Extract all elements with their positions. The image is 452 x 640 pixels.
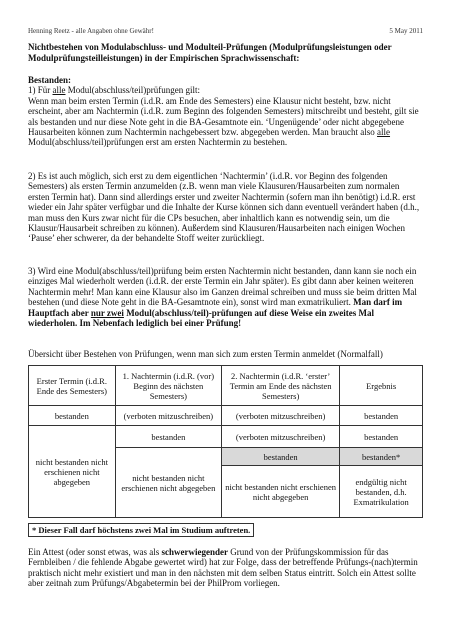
exam-overview-table [28, 365, 423, 518]
table-cell: (verboten mitzuschreiben) [115, 406, 221, 426]
p1-lead-rest: Modul(abschluss/teil)prüfungen gilt: [65, 85, 200, 96]
table-row [29, 426, 423, 448]
paragraph-2: 2) Es ist auch möglich, sich erst zu dem eigentlichen ‘Nachtermin’ (i.d.R. vor Beginn des folgenden Semesters) als ersten Termin anzumelden (z.B. wenn man viele Klausuren/Hausarbeiten zum normalen ersten Termin hat). Dann sind allerdings erster und zweiter Nachtermin (sofern man ihn benötigt) i.d.R. erst wieder ein Jahr später verfügbar und die Inhalte der Kurse können sich dann eventuell verändert haben (d.h., man muss den Kurs zwar nicht für die CPs besuchen, aber inhaltlich kann es notwendig sein, um die Klausur/Hausarbeit schreiben zu können). Außerdem sind Klausuren/Hausarbeiten nach einigen Wochen ‘Pause’ eher schwerer, da der behandelte Stoff weiter zurückliegt. [28, 171, 420, 244]
table-cell: bestanden [115, 426, 221, 448]
p3-bold-1: Man darf im Hauptfach aber [28, 297, 403, 318]
attest-post: Grund von der Prüfungskommission für das Fernbleiben / die fehlende Abgabe gewertet wird) hat zur Folge, dass der betreffende Prüfungs-(nach)termin praktisch nicht mehr existiert und man in den nächsten mit dem selben Status eintritt. Solch ein Attest sollte aber zeitnah zum Prüfungs/Abgabetermin bei der PhilProm vorliegen. [28, 547, 418, 589]
table-cell: bestanden [340, 406, 423, 426]
p3-bold-2: Modul(abschluss/teil)-prüfungen auf diese Weise ein zweites Mal wiederholen. Im Nebenfach lediglich bei einer Prüfung! [28, 307, 375, 329]
paragraph-1 [28, 85, 423, 147]
header-cell: Erster Termin (i.d.R. Ende des Semesters) [29, 366, 116, 406]
p3-bold-underlined: nur zwei [90, 307, 124, 318]
p3-body: 3) Wird eine Modul(abschluss/teil)prüfung beim ersten Nachtermin nicht bestanden, dann kann sie noch ein einziges Mal wiederholt werden (i.d.R. der erste Termin ein Jahr später). Es gibt dann aber keinen weiteren Nachtermin mehr! Man kann eine Klausur also im Ganzen dreimal schreiben und muss sie beim dritten Mal bestehen (und diese Note geht in die BA-Gesamtnote ein), sonst wird man exmatrikuliert. [28, 266, 417, 308]
page-header [28, 27, 423, 35]
table-cell: bestanden [29, 406, 116, 426]
table-cell: nicht bestanden nicht erschienen nicht abgegeben [115, 448, 221, 518]
header-cell: 1. Nachtermin (i.d.R. (vor) Beginn des nächsten Semesters) [115, 366, 221, 406]
table-cell: (verboten mitzuschreiben) [222, 406, 340, 426]
p1-body-1: Wenn man beim ersten Termin (i.d.R. am Ende des Semesters) eine Klausur nicht besteht, bzw. nicht erscheint, aber am Nachtermin (i.d.R. zum Beginn des folgenden Semesters) mitschreibt und besteht, gilt sie als bestanden und nur diese Note geht in die BA-Gesamtnote ein. ‘Ungenügende’ oder nicht abgegebene Hausarbeiten können zum Nachtermin nachgebessert bzw. abgegeben werden. Man braucht also [28, 95, 419, 138]
attest-pre: Ein Attest (oder sonst etwas, was als [28, 547, 162, 557]
table-footnote: * Dieser Fall darf höchstens zwei Mal im Studium auftreten. [28, 523, 254, 537]
table-intro: Übersicht über Bestehen von Prüfungen, wenn man sich zum ersten Termin anmeldet (Normalfall) [28, 349, 383, 359]
p1-body-2: Modul(abschluss/teil)prüfungen erst am ersten Nachtermin zu bestehen. [28, 137, 288, 148]
table-cell: bestanden* [340, 448, 423, 466]
paragraph-attest [28, 547, 423, 589]
document-title: Nichtbestehen von Modulabschluss- und Modulteil-Prüfungen (Modulprüfungsleistungen oder Modulprüfungsteilleistungen) in der Empirischen Sprachwissenschaft: [28, 42, 392, 63]
header-date: 5 May 2011 [389, 27, 423, 35]
table-cell: nicht bestanden nicht erschienen nicht abgegeben [222, 466, 340, 518]
header-cell: Ergebnis [340, 366, 423, 406]
p1-lead-underlined: alle [52, 85, 66, 96]
attest-bold: schwerwiegender [161, 547, 228, 557]
header-cell: 2. Nachtermin (i.d.R. ‘erster’ Termin am Ende des nächsten Semesters) [222, 366, 340, 406]
paragraph-3 [28, 266, 423, 328]
p1-lead: 1) Für [28, 85, 53, 96]
header-left: Henning Reetz - alle Angaben ohne Gewähr! [28, 27, 154, 35]
p1-body-underlined: alle [377, 127, 391, 138]
heading-bestanden: Bestanden: [28, 75, 72, 85]
section-bestanden [28, 75, 423, 148]
table-cell: (verboten mitzuschreiben) [222, 426, 340, 448]
table-cell: bestanden [340, 426, 423, 448]
table-row [29, 406, 423, 426]
table-cell: endgültig nicht bestanden, d.h. Exmatrikulation [340, 466, 423, 518]
table-header-row [29, 366, 423, 406]
table-cell: nicht bestanden nicht erschienen nicht abgegeben [29, 426, 116, 518]
table-cell: bestanden [222, 448, 340, 466]
